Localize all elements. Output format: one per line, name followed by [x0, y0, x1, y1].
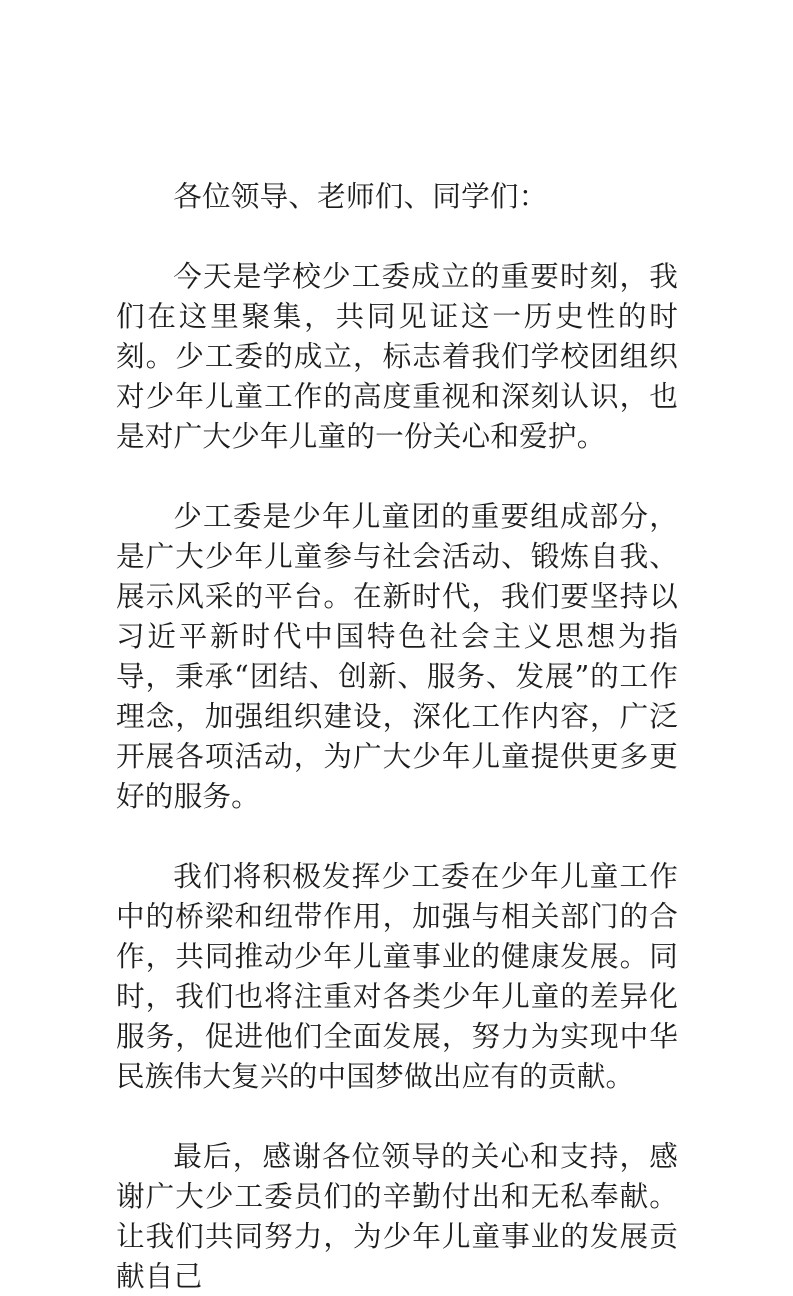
paragraph-spacer [116, 216, 678, 256]
paragraph-spacer [116, 1096, 678, 1136]
paragraph-spacer [116, 816, 678, 856]
body-paragraph-2: 少工委是少年儿童团的重要组成部分，是广大少年儿童参与社会活动、锻炼自我、展示风采的平台。在新时代，我们要坚持以习近平新时代中国特色社会主义思想为指导，秉承“团结、创新、服务、发展”的工作理念，加强组织建设，深化工作内容，广泛开展各项活动，为广大少年儿童提供更多更好的服务。 [116, 499, 678, 813]
document-text-column [116, 176, 678, 1296]
salutation-line: 各位领导、老师们、同学们： [173, 179, 548, 213]
body-paragraph-1: 今天是学校少工委成立的重要时刻，我们在这里聚集，共同见证这一历史性的时刻。少工委的成立，标志着我们学校团组织对少年儿童工作的高度重视和深刻认识，也是对广大少年儿童的一份关心和爱护。 [116, 259, 678, 453]
body-paragraph-4: 最后，感谢各位领导的关心和支持，感谢广大少工委员们的辛勤付出和无私奉献。让我们共同努力，为少年儿童事业的发展贡献自己 [116, 1139, 678, 1293]
paragraph-spacer [116, 456, 678, 496]
body-paragraph-3: 我们将积极发挥少工委在少年儿童工作中的桥梁和纽带作用，加强与相关部门的合作，共同推动少年儿童事业的健康发展。同时，我们也将注重对各类少年儿童的差异化服务，促进他们全面发展，努力为实现中华民族伟大复兴的中国梦做出应有的贡献。 [116, 859, 678, 1093]
